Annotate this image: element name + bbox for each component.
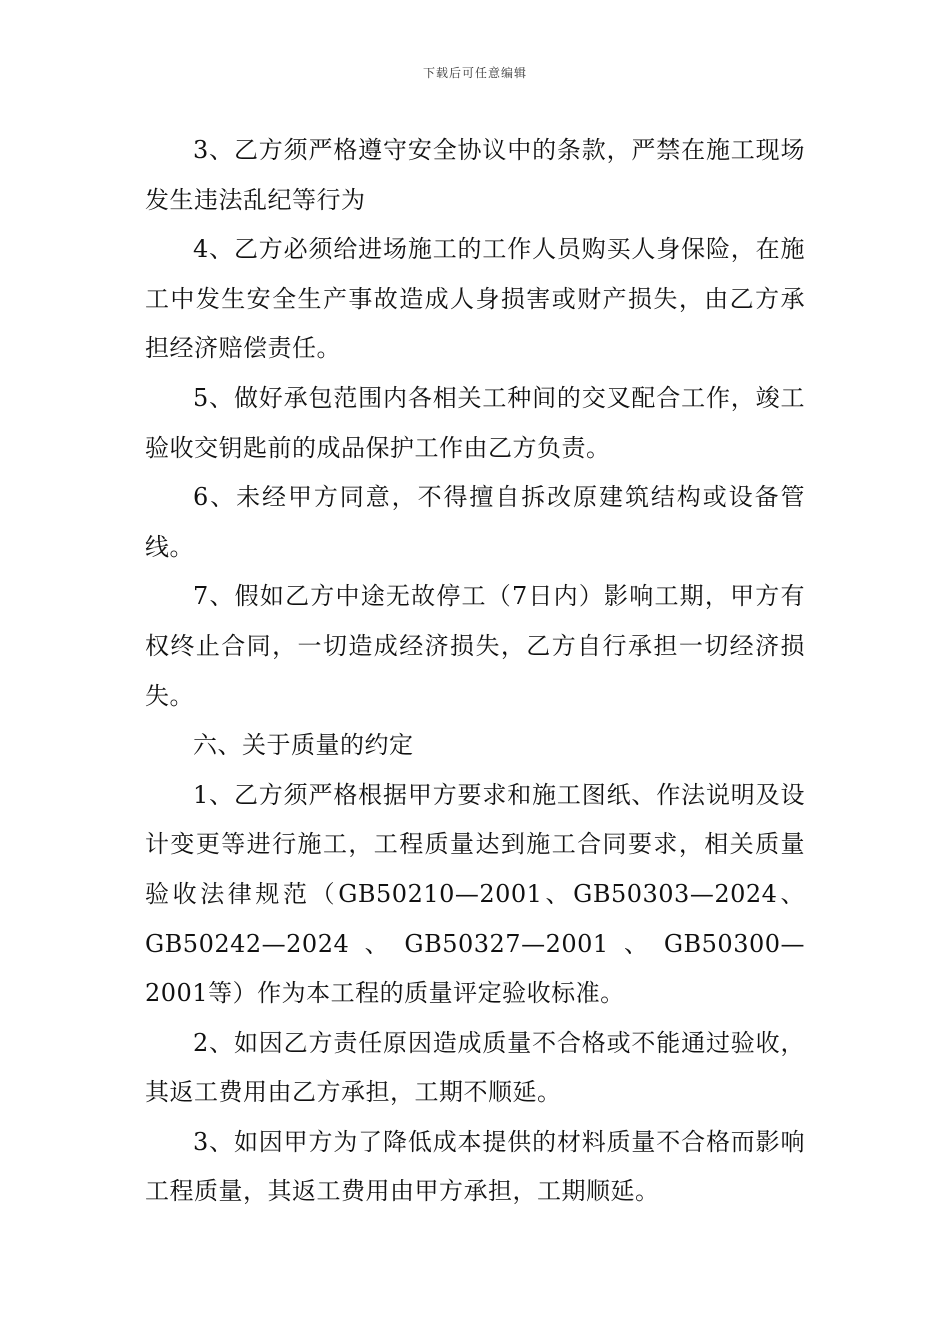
section-heading-quality: 六、关于质量的约定: [193, 731, 414, 760]
paragraph-no-alteration: 6、未经甲方同意，不得擅自拆改原建筑结构或设备管线。: [145, 483, 805, 561]
paragraph-coordination: 5、做好承包范围内各相关工种间的交叉配合工作，竣工验收交钥匙前的成品保护工作由乙方负责。: [145, 383, 805, 462]
document-body: [145, 126, 805, 1217]
paragraph-insurance: 4、乙方必须给进场施工的工作人员购买人身保险，在施工中发生安全生产事故造成人身损害或财产损失，由乙方承担经济赔偿责任。: [145, 235, 805, 363]
paragraph-work-stoppage: 7、假如乙方中途无故停工（7日内）影响工期，甲方有权终止合同，一切造成经济损失，乙方自行承担一切经济损失。: [145, 582, 805, 710]
paragraph-rework-party-a: 3、如因甲方为了降低成本提供的材料质量不合格而影响工程质量，其返工费用由甲方承担，工期顺延。: [145, 1127, 805, 1206]
page-header: 下载后可任意编辑: [422, 66, 527, 80]
paragraph-safety-compliance: 3、乙方须严格遵守安全协议中的条款，严禁在施工现场发生违法乱纪等行为: [145, 136, 805, 214]
paragraph-quality-standards: 1、乙方须严格根据甲方要求和施工图纸、作法说明及设计变更等进行施工，工程质量达到施工合同要求，相关质量验收法律规范（GB50210—2001、GB50303—2024、GB50242—2024、GB50327—2001、GB50300—2001等）作为本工程的质量评定验收标准。: [145, 780, 805, 1008]
paragraph-rework-party-b: 2、如因乙方责任原因造成质量不合格或不能通过验收，其返工费用由乙方承担，工期不顺延。: [145, 1028, 805, 1107]
